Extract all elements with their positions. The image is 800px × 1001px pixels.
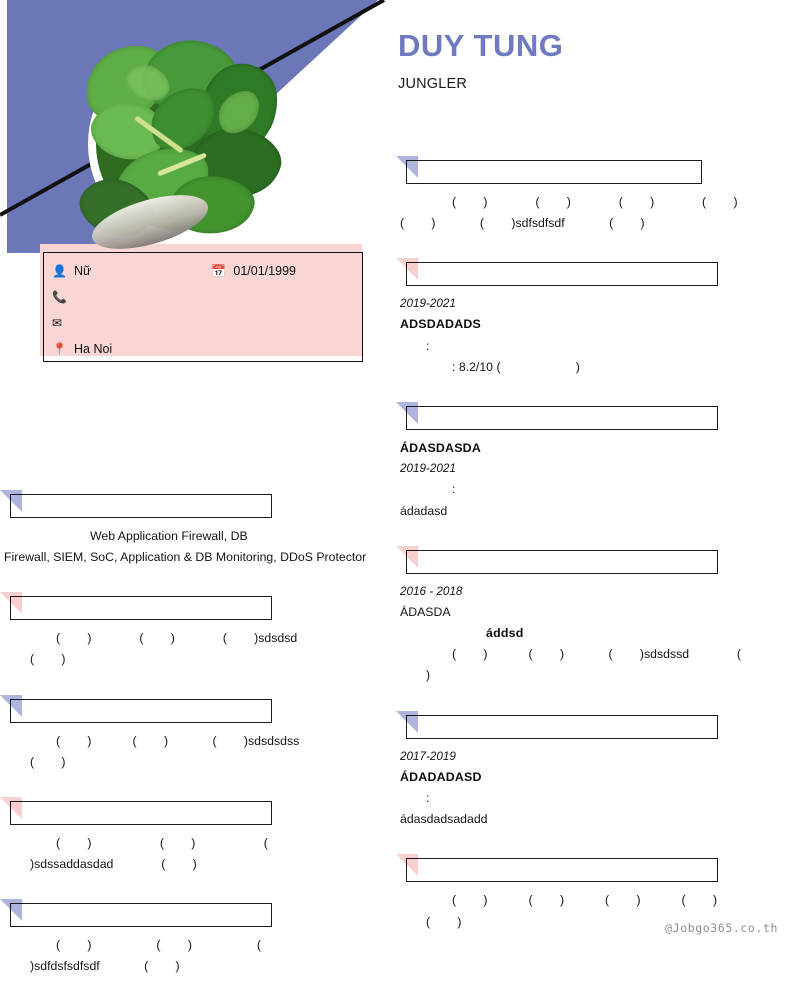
section-spacer	[396, 687, 800, 711]
section-body	[396, 576, 800, 687]
section-body-line: Web Application Firewall, DB	[90, 529, 248, 543]
section-body-line: 2016 - 2018	[400, 584, 463, 598]
section-block	[396, 156, 800, 258]
section-title-box	[10, 699, 272, 723]
section-header	[396, 258, 800, 284]
section-header	[0, 592, 390, 618]
section-title-box	[406, 550, 718, 574]
contact-gender-value: Nữ	[74, 264, 92, 278]
calendar-icon: 📅	[211, 264, 227, 278]
section-header	[396, 546, 800, 572]
section-title-box	[10, 596, 272, 620]
section-header	[0, 490, 390, 516]
section-body-line: ( )	[30, 652, 66, 667]
left-sections-container	[0, 490, 390, 1001]
section-body	[0, 725, 390, 773]
section-spacer	[396, 933, 800, 957]
section-body-line: )sdssaddasdad ( )	[30, 856, 197, 871]
section-body	[0, 827, 390, 875]
section-body-line: ( ) ( ) (	[56, 938, 261, 953]
section-block	[0, 899, 390, 1001]
section-body-line: ÁDASDA	[400, 604, 451, 619]
section-body-line: 2019-2021	[400, 297, 456, 311]
section-body-line: ádadasd	[400, 503, 448, 518]
left-column	[0, 244, 390, 1001]
section-spacer	[0, 875, 390, 899]
section-spacer	[0, 773, 390, 797]
section-title-box	[10, 903, 272, 927]
section-header	[0, 899, 390, 925]
section-body-line: 2019-2021	[400, 462, 456, 476]
section-spacer	[396, 378, 800, 402]
section-body-line: ( ) ( )sdfsdfsdf ( )	[400, 216, 645, 231]
section-title-box	[406, 715, 718, 739]
section-header	[0, 797, 390, 823]
phone-icon: 📞	[52, 290, 67, 304]
section-body-line: :	[452, 482, 456, 497]
section-title-box	[406, 160, 702, 184]
section-body-line: ( )	[426, 914, 462, 929]
avatar-image	[96, 58, 256, 230]
section-body-line: ( ) ( ) ( ) ( )	[452, 893, 718, 908]
section-spacer	[0, 671, 390, 695]
section-block	[396, 546, 800, 711]
section-header	[0, 695, 390, 721]
person-icon: 👤	[52, 264, 67, 278]
section-body-line: 2017-2019	[400, 749, 456, 763]
location-pin-icon: 📍	[52, 342, 67, 356]
job-title: JUNGLER	[398, 76, 468, 92]
section-body-line: ( )	[30, 754, 66, 769]
section-body-line: ÁDASDASDA	[400, 441, 481, 456]
section-body-line: :	[426, 791, 430, 806]
section-body-line: :	[426, 338, 430, 353]
section-body-line: ( ) ( ) (	[56, 835, 268, 850]
section-title-box	[10, 494, 272, 518]
section-block	[0, 490, 390, 592]
section-body	[396, 741, 800, 831]
section-body-line: áddsd	[486, 626, 524, 641]
section-body-line: ( ) ( ) ( )sdsdsd	[56, 631, 298, 646]
section-body-line: ádasdadsadadd	[400, 812, 488, 827]
section-body-line: Firewall, SIEM, SoC, Application & DB Monitoring, DDoS Protector	[4, 550, 367, 565]
contact-row-phone	[52, 284, 362, 310]
section-block	[396, 711, 800, 855]
section-body	[396, 186, 800, 234]
avatar	[88, 50, 264, 238]
section-spacer	[396, 522, 800, 546]
contact-row-gender-birthday	[52, 258, 362, 284]
contact-row-email	[52, 310, 362, 336]
section-header	[396, 156, 800, 182]
contact-address-value: Ha Noi	[74, 342, 113, 356]
section-body	[0, 622, 390, 670]
right-sections-container	[396, 156, 800, 957]
section-block	[396, 402, 800, 546]
section-body-line: ÁDADADASD	[400, 769, 482, 784]
section-body-line: ( ) ( ) ( )sdsdsdss	[56, 733, 300, 748]
contact-birthday-value: 01/01/1999	[233, 264, 296, 278]
section-spacer	[396, 234, 800, 258]
section-block	[396, 258, 800, 402]
contact-card	[40, 244, 362, 362]
section-title-box	[406, 406, 718, 430]
right-column	[396, 28, 800, 957]
section-block	[0, 695, 390, 797]
section-header	[396, 711, 800, 737]
section-body	[396, 432, 800, 522]
section-title-box	[10, 801, 272, 825]
section-body-line: ( ) ( ) ( )sdsdssd (	[452, 647, 742, 662]
watermark: @Jobgo365.co.th	[665, 921, 778, 935]
section-title-box	[406, 262, 718, 286]
section-header	[396, 402, 800, 428]
section-body	[0, 929, 390, 977]
section-body-line: )sdfdsfsdfsdf ( )	[30, 959, 180, 974]
contact-row-address	[52, 336, 362, 362]
envelope-icon: ✉	[52, 316, 63, 330]
section-body-line: )	[426, 668, 431, 683]
section-spacer	[0, 568, 390, 592]
section-body-line: ADSDADADS	[400, 317, 481, 332]
section-spacer	[396, 830, 800, 854]
section-header	[396, 854, 800, 880]
section-block	[396, 854, 800, 956]
section-block	[0, 797, 390, 899]
section-body	[0, 520, 390, 568]
section-body-line: : 8.2/10 ( )	[452, 359, 580, 374]
section-title-box	[406, 858, 718, 882]
section-body	[396, 288, 800, 378]
section-body-line: ( ) ( ) ( ) ( )	[452, 195, 738, 209]
page-title: DUY TUNG	[398, 28, 564, 63]
section-block	[0, 592, 390, 694]
section-spacer	[0, 977, 390, 1001]
